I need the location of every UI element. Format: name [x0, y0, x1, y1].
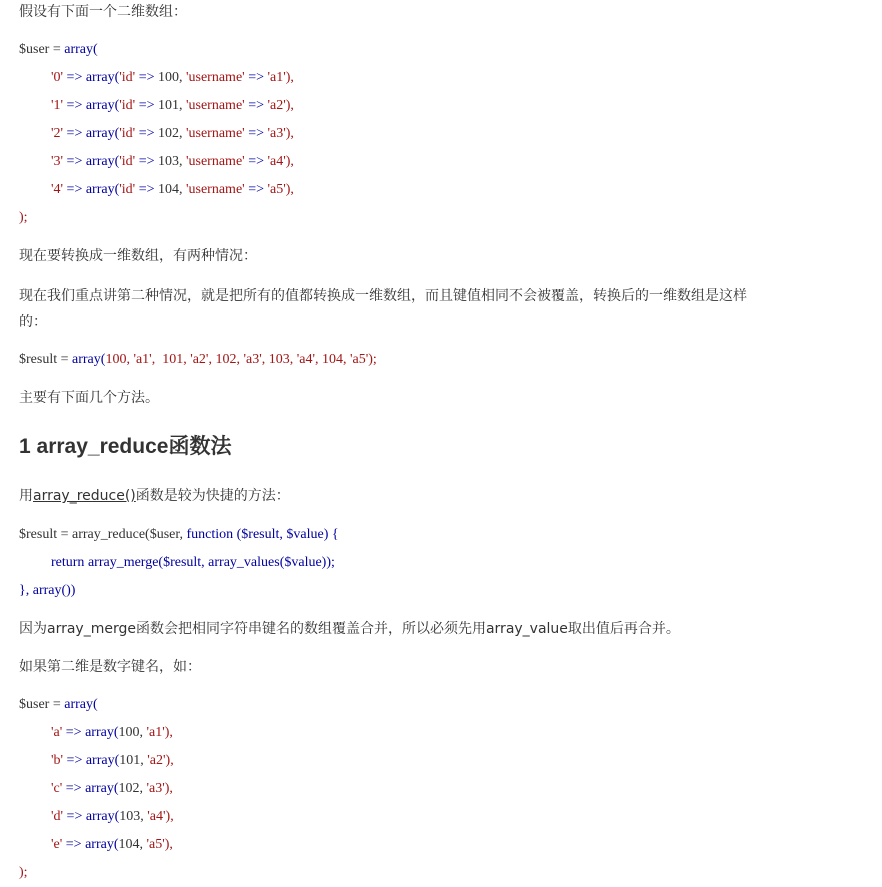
- code-line: [51, 779, 173, 799]
- code-token: =>: [244, 70, 268, 85]
- code-token: 103: [158, 154, 179, 169]
- code-token: 100, 'a1', 101, 'a2', 102, 'a3', 103, 'a4', 104, 'a5');: [105, 352, 377, 367]
- code-token: 'a3': [267, 126, 286, 141]
- code-token: =>: [62, 837, 86, 852]
- code-token: 100: [118, 725, 140, 740]
- code-token: ,: [179, 154, 186, 169]
- code-token: array(: [85, 154, 120, 169]
- code-token: ),: [285, 70, 294, 85]
- code-token: $user: [19, 42, 50, 57]
- code-token: ,: [140, 809, 148, 824]
- code-token: },: [19, 583, 33, 598]
- code-line: [51, 751, 174, 771]
- paragraph-text: 函数是较为快捷的方法：: [135, 488, 290, 504]
- code-token: 'a1': [146, 725, 165, 740]
- paragraph: [19, 486, 290, 506]
- code-token: '2': [51, 126, 64, 141]
- paragraph: 因为array_merge函数会把相同字符串键名的数组覆盖合并，所以必须先用array_value取出值后再合并。: [19, 621, 680, 637]
- code-token: '0': [51, 70, 64, 85]
- code-token: =>: [244, 98, 268, 113]
- code-block-result: [19, 350, 377, 370]
- code-token: 'username': [186, 154, 245, 169]
- code-token: =>: [135, 98, 158, 113]
- code-token: array(: [85, 725, 119, 740]
- code-token: =>: [135, 126, 158, 141]
- section-heading: 1 array_reduce函数法: [19, 435, 232, 458]
- code-token: ,: [179, 98, 186, 113]
- paragraph: 主要有下面几个方法。: [19, 390, 159, 406]
- code-token: 103: [119, 809, 141, 824]
- code-token: 100: [158, 70, 179, 85]
- code-token: =>: [63, 809, 86, 824]
- code-token: =>: [244, 182, 268, 197]
- code-token: ),: [164, 781, 173, 796]
- code-token: 'username': [186, 70, 245, 85]
- code-token: =>: [244, 154, 268, 169]
- code-token: 'id': [119, 70, 136, 85]
- code-token: array(: [85, 126, 120, 141]
- code-token: array(: [85, 753, 120, 768]
- code-token: ,: [179, 182, 186, 197]
- code-token: 'id': [119, 154, 136, 169]
- code-line: [19, 863, 28, 883]
- code-token: 'username': [186, 126, 245, 141]
- code-token: array_merge($result, array_values($value));: [84, 555, 335, 570]
- code-line: [19, 581, 75, 601]
- code-token: ),: [164, 837, 173, 852]
- code-token: ),: [285, 98, 294, 113]
- code-token: '4': [51, 182, 64, 197]
- paragraph: 如果第二维是数字键名，如：: [19, 659, 201, 675]
- code-token: 'a5': [146, 837, 165, 852]
- code-token: =>: [135, 70, 158, 85]
- code-token: 'c': [51, 781, 63, 796]
- code-token: array(: [85, 182, 120, 197]
- code-token: array(: [85, 809, 120, 824]
- code-token: 'a1': [267, 70, 286, 85]
- code-token: array()): [32, 583, 76, 598]
- code-token: array(: [85, 70, 120, 85]
- code-token: 101: [158, 98, 179, 113]
- code-token: array(: [85, 98, 120, 113]
- code-token: 'a5': [267, 182, 286, 197]
- code-token: =>: [62, 725, 86, 740]
- code-token: ),: [285, 154, 294, 169]
- code-token: );: [19, 865, 28, 880]
- code-token: array(: [64, 697, 98, 712]
- code-token: ($result,: [233, 527, 287, 542]
- code-token: ),: [285, 126, 294, 141]
- code-token: 'id': [119, 182, 136, 197]
- code-token: $result: [19, 352, 58, 367]
- code-token: 102: [118, 781, 140, 796]
- code-token: 'a2': [267, 98, 286, 113]
- code-token: =: [49, 42, 65, 57]
- paragraph-text: 用: [19, 488, 33, 504]
- code-token: ,: [139, 781, 147, 796]
- code-token: );: [19, 210, 28, 225]
- intro-text: 假设有下面一个二维数组：: [19, 4, 187, 20]
- code-token: ,: [139, 725, 147, 740]
- code-line: [19, 208, 28, 228]
- code-token: =>: [63, 753, 86, 768]
- code-token: =>: [63, 182, 86, 197]
- code-token: 'b': [51, 753, 64, 768]
- code-line: [19, 525, 339, 545]
- code-token: ),: [285, 182, 294, 197]
- code-token: ,: [140, 753, 148, 768]
- code-token: 'id': [119, 126, 136, 141]
- code-line: [19, 695, 98, 715]
- code-token: ),: [164, 725, 173, 740]
- code-line: [19, 40, 98, 60]
- code-token: =>: [63, 154, 86, 169]
- code-token: 'id': [119, 98, 136, 113]
- code-token: '1': [51, 98, 64, 113]
- code-token: ,: [179, 126, 186, 141]
- code-token: 101: [119, 753, 141, 768]
- code-line: [51, 807, 174, 827]
- code-token: ),: [165, 809, 174, 824]
- code-token: $value) {: [286, 527, 339, 542]
- paragraph: 现在我们重点讲第二种情况，就是把所有的值都转换成一维数组，而且键值相同不会被覆盖，转换后的一维数组是这样: [19, 288, 747, 304]
- code-token: function: [186, 527, 234, 542]
- code-line: [51, 68, 294, 88]
- code-token: array(: [85, 781, 119, 796]
- code-token: 'e': [51, 837, 63, 852]
- array-reduce-link[interactable]: array_reduce(): [33, 488, 136, 504]
- code-token: =>: [135, 154, 158, 169]
- code-line: [51, 152, 294, 172]
- code-token: $result = array_reduce($user,: [19, 527, 187, 542]
- code-token: array(: [85, 837, 119, 852]
- code-token: =: [57, 352, 73, 367]
- code-token: =>: [135, 182, 158, 197]
- code-line: [51, 553, 335, 573]
- code-line: [51, 835, 173, 855]
- code-token: 'a4': [267, 154, 286, 169]
- code-token: array(: [72, 352, 106, 367]
- code-token: 104: [158, 182, 179, 197]
- code-token: 'username': [186, 182, 245, 197]
- code-line: [51, 723, 173, 743]
- code-token: 104: [118, 837, 140, 852]
- paragraph: 的：: [19, 314, 47, 330]
- code-token: 'username': [186, 98, 245, 113]
- code-token: 'a': [51, 725, 63, 740]
- code-line: [51, 96, 294, 116]
- code-token: 'a3': [146, 781, 165, 796]
- code-token: '3': [51, 154, 64, 169]
- code-token: array(: [64, 42, 98, 57]
- code-token: 'd': [51, 809, 64, 824]
- code-token: =>: [62, 781, 86, 796]
- code-token: =>: [244, 126, 268, 141]
- code-token: =>: [63, 70, 86, 85]
- paragraph: 现在要转换成一维数组，有两种情况：: [19, 248, 257, 264]
- code-token: 102: [158, 126, 179, 141]
- code-token: =>: [63, 98, 86, 113]
- code-token: $user: [19, 697, 50, 712]
- code-token: ),: [165, 753, 174, 768]
- code-token: ,: [139, 837, 147, 852]
- code-token: return: [51, 555, 85, 570]
- code-token: 'a4': [147, 809, 166, 824]
- code-token: ,: [179, 70, 186, 85]
- code-token: 'a2': [147, 753, 166, 768]
- code-token: =>: [63, 126, 86, 141]
- code-line: [51, 124, 294, 144]
- code-line: [51, 180, 294, 200]
- code-token: =: [49, 697, 65, 712]
